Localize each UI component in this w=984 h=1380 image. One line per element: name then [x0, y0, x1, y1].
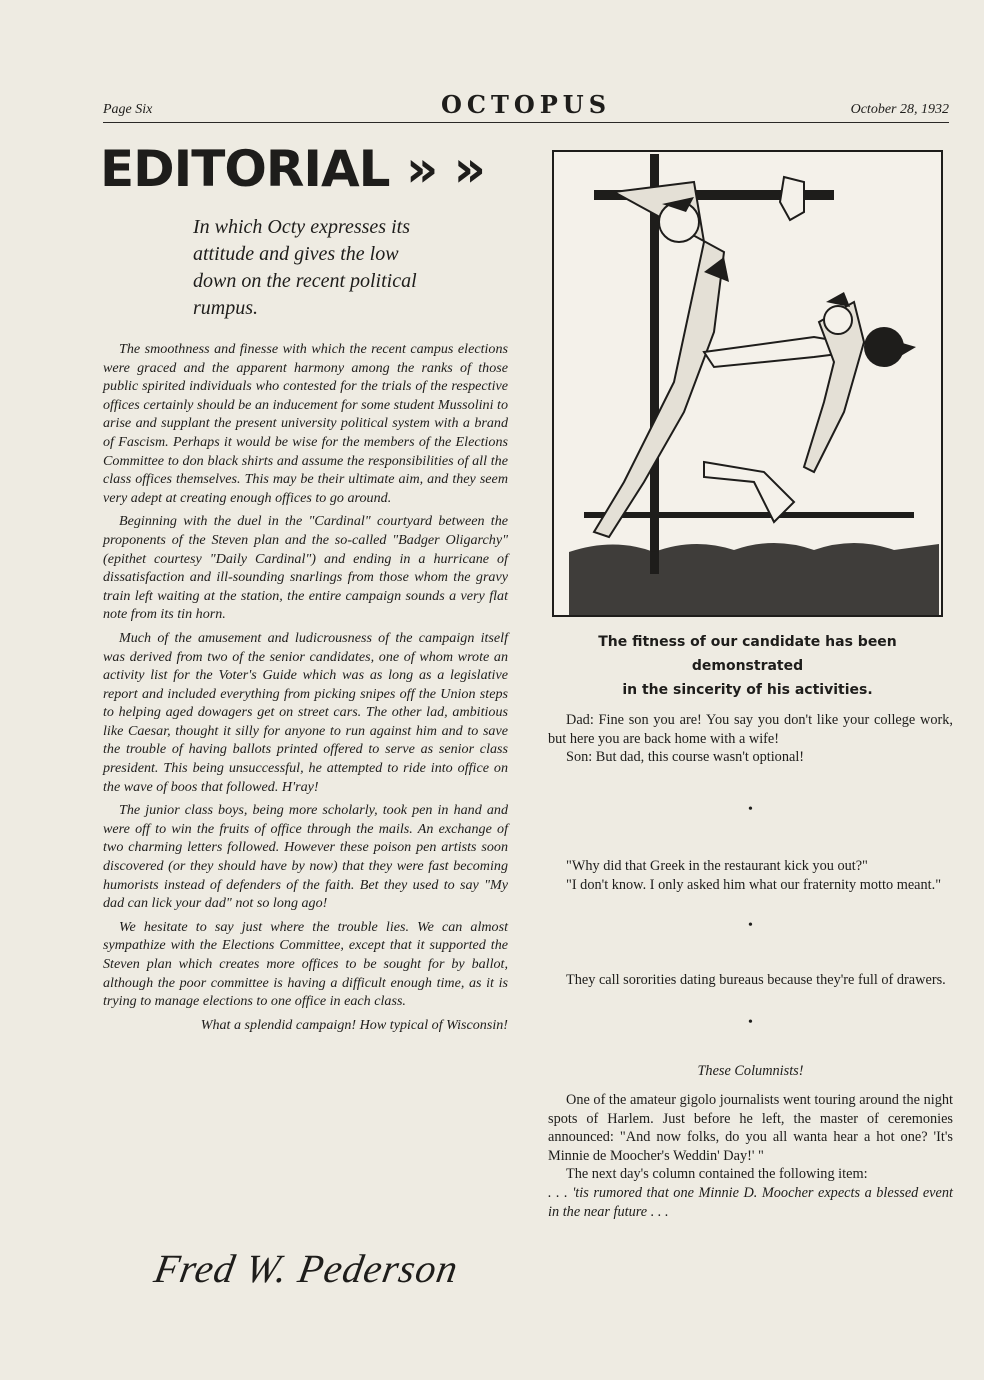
- page-header: [103, 88, 949, 123]
- joke-line: They call sororities dating bureaus because they're full of drawers.: [566, 972, 946, 989]
- joke-line: "I don't know. I only asked him what our fraternity motto meant.": [566, 876, 942, 893]
- cartoon-illustration: [552, 150, 943, 617]
- editorial-body: [103, 340, 508, 1039]
- editorial-paragraph: We hesitate to say just where the trouble lies. We can almost sympathize with the Elections Committee, except that it supported the Steven plan which creates more offices to be sought for by ballot, although the poor committee is having a difficult enough time, as it is trying to manage elections to one office in each class.: [103, 918, 508, 1010]
- jokes-column: [548, 711, 953, 1221]
- caption-line: The fitness of our candidate has been demonstrated: [598, 634, 897, 674]
- signature: Fred W. Pederson: [151, 1246, 462, 1291]
- column-title: These Columnists!: [697, 1063, 804, 1080]
- cartoon-caption: [552, 630, 943, 702]
- column-paragraph: One of the amateur gigolo journalists went touring around the night spots of Harlem. Just before he left, the master of ceremonies announced: "And now folks, do you all wanta hear a hot one? 'It's Minnie de Moocher's Weddin' Day!' ": [548, 1091, 953, 1164]
- editorial-closing: What a splendid campaign! How typical of Wisconsin!: [200, 1016, 508, 1033]
- editorial-paragraph: Beginning with the duel in the "Cardinal" courtyard between the proponents of the Steven plan and the so-called "Badger Oligarchy" (epithet courtesy "Daily Cardinal") and ending in a hurricane of dissatisfaction and ill-sounding snarlings from those whom the gravy train left waiting at the station, the entire campaign sounds a very flat note from its tin horn.: [103, 513, 508, 623]
- separator-bullet: •: [748, 917, 753, 933]
- column-paragraph: . . . 'tis rumored that one Minnie D. Moocher expects a blessed event in the near future . . .: [548, 1184, 953, 1220]
- joke-line: Dad: Fine son you are! You say you don't like your college work, but here you are back home with a wife!: [548, 712, 953, 747]
- editorial-paragraph: The smoothness and finesse with which the recent campus elections were graced and the apparent harmony among the ranks of those public spirited individuals who contested for the trials of the respective offices certainly should be an inducement for some student Mussolini to arise and supplant the present university political system with a brand of Fascism. Perhaps it would be wise for the members of the Elections Committee to don black shirts and assume the responsibilities of all the class offices themselves. This may be their ultimate aim, and they seem very adept at creating enough offices to go around.: [103, 341, 508, 506]
- joke-line: Son: But dad, this course wasn't optional!: [566, 749, 805, 766]
- page-number: Page Six: [103, 102, 153, 117]
- editorial-subhead: In which Octy expresses its attitude and gives the low down on the recent political rumpus.: [193, 216, 417, 319]
- editorial-heading: EDITORIAL » »: [100, 140, 485, 198]
- column-paragraph: The next day's column contained the following item:: [566, 1166, 868, 1183]
- joke-line: "Why did that Greek in the restaurant kick you out?": [566, 858, 868, 875]
- caption-line: in the sincerity of his activities.: [622, 682, 873, 698]
- issue-date: October 28, 1932: [850, 102, 949, 117]
- separator-bullet: •: [748, 1014, 753, 1030]
- separator-bullet: •: [748, 801, 753, 817]
- editorial-paragraph: The junior class boys, being more scholarly, took pen in hand and were off to win the fruits of office through the mails. An exchange of two charming letters followed. However these poison pen artists soon discovered (or they should have by now) that they were fast becoming humorists instead of defenders of the faith. Bet they used to say "My dad can lick your dad" not so long ago!: [103, 802, 508, 912]
- magazine-title: OCTOPUS: [440, 90, 612, 119]
- editorial-paragraph: Much of the amusement and ludicrousness of the campaign itself was derived from two of the senior candidates, one of whom wrote an activity list for the Voter's Guide which was as long as a legislative report and included everything from picking snipes off the Union steps to helping aged dowagers get on street cars. The other lad, ambitious like Caesar, thought it silly for anyone to run against him and to save the trouble of having ballots printed offered to serve as senior class president. This being unsuccessful, he attempted to ride into office on the wave of boos that followed. H'ray!: [103, 629, 508, 795]
- cartoon-drawing: [554, 152, 941, 615]
